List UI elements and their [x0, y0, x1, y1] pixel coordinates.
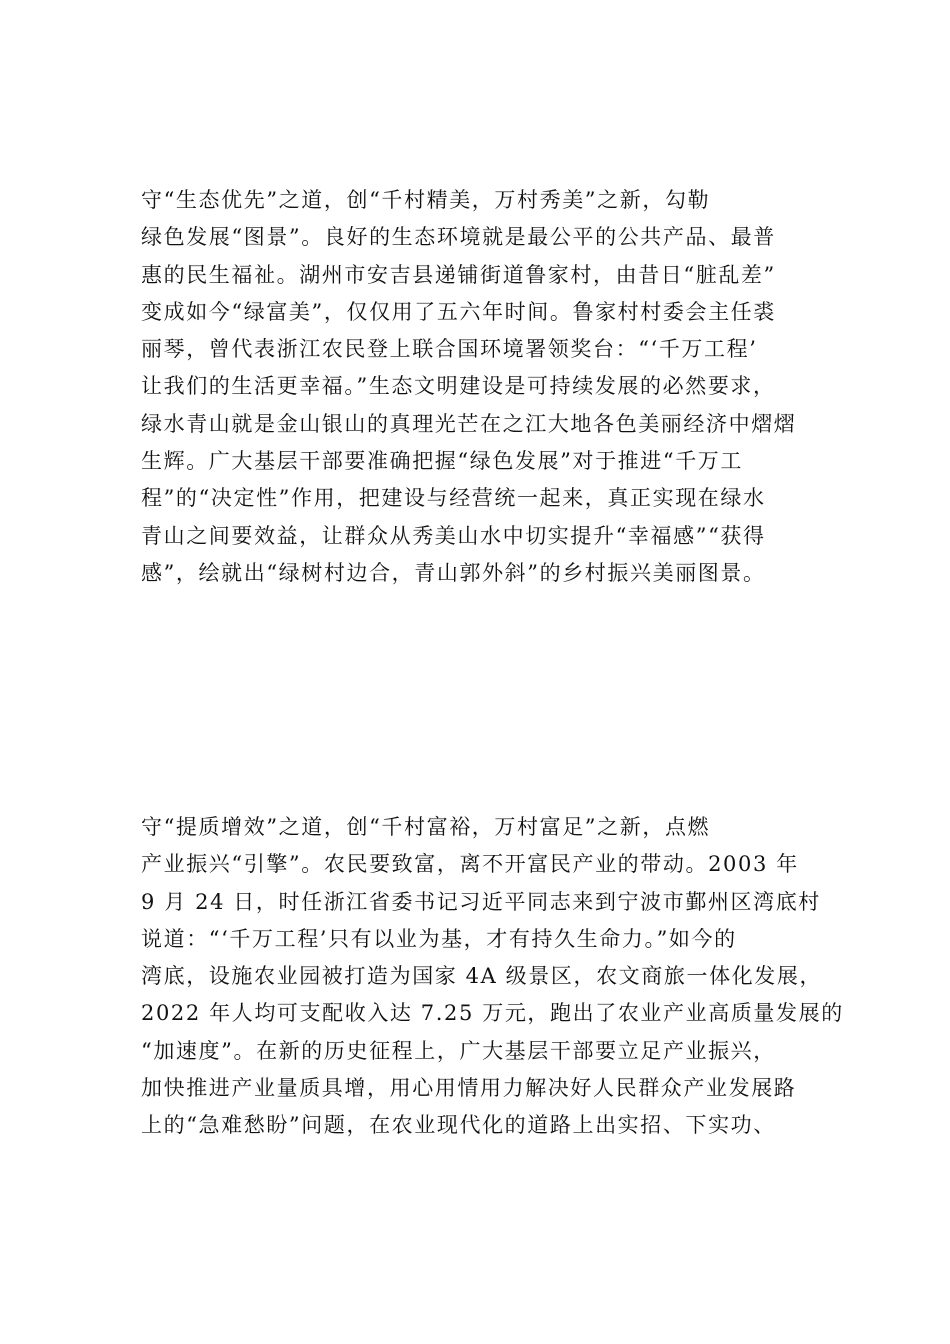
text-line: 让我们的生活更幸福。”生态文明建设是可持续发展的必然要求，: [141, 374, 776, 399]
text-line: 守“提质增效”之道，创“千村富裕，万村富足”之新，点燃: [141, 815, 711, 839]
text-line: 丽琴，曾代表浙江农民登上联合国环境署领奖台：“‘千万工程’: [141, 337, 758, 362]
text-line: “加速度”。在新的历史征程上，广大基层干部要立足产业振兴，: [141, 1038, 776, 1063]
text-line: 9 月 24 日，时任浙江省委书记习近平同志来到宁波市鄞州区湾底村: [141, 889, 821, 914]
text-line: 程”的“决定性”作用，把建设与经营统一起来，真正实现在绿水: [141, 486, 766, 511]
paragraph-ecology: [141, 182, 809, 592]
text-line: 上的“急难愁盼”问题，在农业现代化的道路上出实招、下实功、: [141, 1113, 776, 1138]
text-line: 青山之间要效益，让群众从秀美山水中切实提升“幸福感”“获得: [141, 523, 766, 548]
text-line: 惠的民生福祉。湖州市安吉县递铺街道鲁家村，由昔日“脏乱差”: [141, 262, 776, 287]
text-line: 湾底，设施农业园被打造为国家 4A 级景区，农文商旅一体化发展，: [141, 964, 823, 989]
paragraph-industry: [141, 809, 844, 1145]
text-line: 绿水青山就是金山银山的真理光芒在之江大地各色美丽经济中熠熠: [141, 411, 797, 436]
text-line: 感”，绘就出“绿树村边合，青山郭外斜”的乡村振兴美丽图景。: [141, 560, 766, 585]
text-line: 说道：“‘千万工程’只有以业为基，才有持久生命力。”如今的: [141, 926, 737, 951]
text-line: 生辉。广大基层干部要准确把握“绿色发展”对于推进“千万工: [141, 449, 744, 474]
text-line: 加快推进产业量质具增，用心用情用力解决好人民群众产业发展路: [141, 1076, 797, 1101]
text-line: 变成如今“绿富美”，仅仅用了五六年时间。鲁家村村委会主任裘: [141, 299, 776, 324]
text-line: 2022 年人均可支配收入达 7.25 万元，跑出了农业产业高质量发展的: [141, 1001, 844, 1026]
text-line: 守“生态优先”之道，创“千村精美，万村秀美”之新，勾勒: [141, 188, 711, 212]
text-line: 产业振兴“引擎”。农民要致富，离不开富民产业的带动。2003 年: [141, 852, 799, 877]
text-line: 绿色发展“图景”。良好的生态环境就是最公平的公共产品、最普: [141, 225, 776, 250]
